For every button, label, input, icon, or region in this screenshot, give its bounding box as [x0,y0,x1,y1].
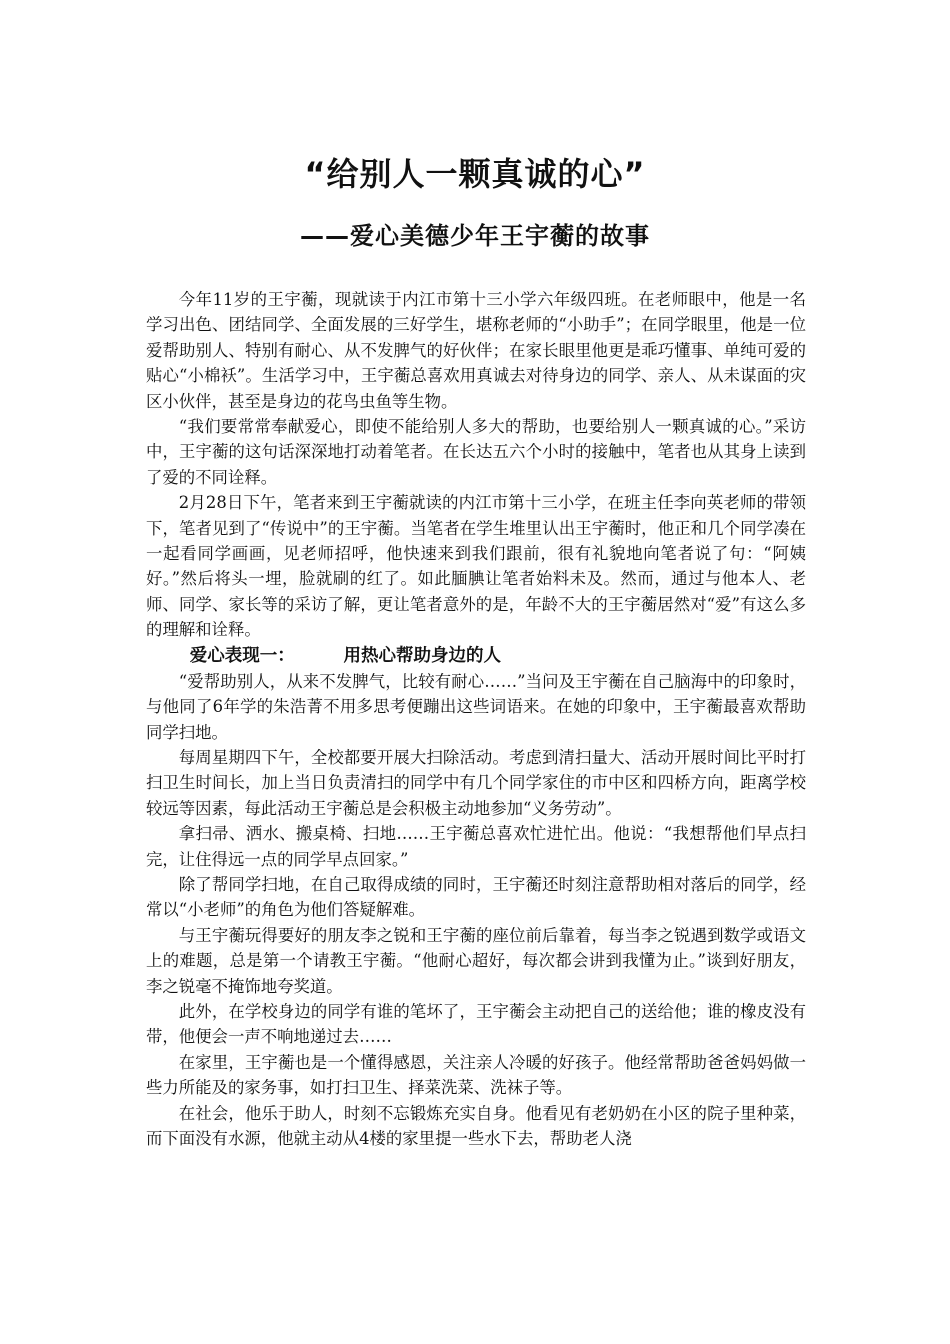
paragraph: 今年11岁的王宇蘅，现就读于内江市第十三小学六年级四班。在老师眼中，他是一名学习出色、团结同学、全面发展的三好学生，堪称老师的“小助手”；在同学眼里，他是一位爱帮助别人、特别有耐心、从不发脾气的好伙伴；在家长眼里他更是乖巧懂事、单纯可爱的贴心“小棉袄”。生活学习中，王宇蘅总喜欢用真诚去对待身边的同学、亲人、从未谋面的灾区小伙伴，甚至是身边的花鸟虫鱼等生物。 [146,290,806,411]
paragraph: 拿扫帚、洒水、搬桌椅、扫地……王宇蘅总喜欢忙进忙出。他说：“我想帮他们早点扫完，让住得远一点的同学早点回家。” [146,824,806,869]
section-heading-text: 用热心帮助身边的人 [343,645,501,666]
paragraph: 此外，在学校身边的同学有谁的笔坏了，王宇蘅会主动把自己的送给他；谁的橡皮没有带，他便会一声不响地递过去…… [146,1001,806,1047]
paragraph: 在社会，他乐于助人，时刻不忘锻炼充实自身。他看见有老奶奶在小区的院子里种菜，而下面没有水源，他就主动从4楼的家里提一些水下去，帮助老人浇 [146,1103,806,1148]
paragraph: 每周星期四下午，全校都要开展大扫除活动。考虑到清扫量大、活动开展时间比平时打扫卫生时间长，加上当日负责清扫的同学中有几个同学家住的市中区和四桥方向，距离学校较远等因素，每此活动王宇蘅总是会积极主动地参加“义务劳动”。 [146,747,806,818]
section-heading-label: 爱心表现一： [189,645,295,666]
paragraph: 2月28日下午，笔者来到王宇蘅就读的内江市第十三小学，在班主任李向英老师的带领下，笔者见到了“传说中”的王宇蘅。当笔者在学生堆里认出王宇蘅时，他正和几个同学凑在一起看同学画画，见老师招呼，他快速来到我们跟前，很有礼貌地向笔者说了句：“阿姨好。”然后将头一埋，脸就刷的红了。如此腼腆让笔者始料未及。然而，通过与他本人、老师、同学、家长等的采访了解，更让笔者意外的是，年龄不大的王宇蘅居然对“爱”有这么多的理解和诠释。 [146,493,806,640]
paragraph: “我们要常常奉献爱心，即使不能给别人多大的帮助，也要给别人一颗真诚的心。”采访中，王宇蘅的这句话深深地打动着笔者。在长达五六个小时的接触中，笔者也从其身上读到了爱的不同诠释。 [146,417,806,487]
document-title: “给别人一颗真诚的心” [304,155,646,193]
paragraph: 与王宇蘅玩得要好的朋友李之锐和王宇蘅的座位前后靠着，每当李之锐遇到数学或语文上的难题，总是第一个请教王宇蘅。“他耐心超好，每次都会讲到我懂为止。”谈到好朋友，李之锐毫不掩饰地夸奖道。 [146,925,806,996]
section-heading [146,643,806,669]
document-subtitle: ——爱心美德少年王宇蘅的故事 [300,222,650,250]
paragraph: 除了帮同学扫地，在自己取得成绩的同时，王宇蘅还时刻注意帮助相对落后的同学，经常以“小老师”的角色为他们答疑解难。 [146,874,806,920]
document-body [146,287,806,1151]
paragraph: 在家里，王宇蘅也是一个懂得感恩，关注亲人冷暖的好孩子。他经常帮助爸爸妈妈做一些力所能及的家务事，如打扫卫生、择菜洗菜、洗袜子等。 [146,1052,806,1098]
paragraph: “爱帮助别人，从来不发脾气，比较有耐心……”当问及王宇蘅在自己脑海中的印象时，与他同了6年学的朱浩菁不用多思考便蹦出这些词语来。在她的印象中，王宇蘅最喜欢帮助同学扫地。 [146,671,806,742]
